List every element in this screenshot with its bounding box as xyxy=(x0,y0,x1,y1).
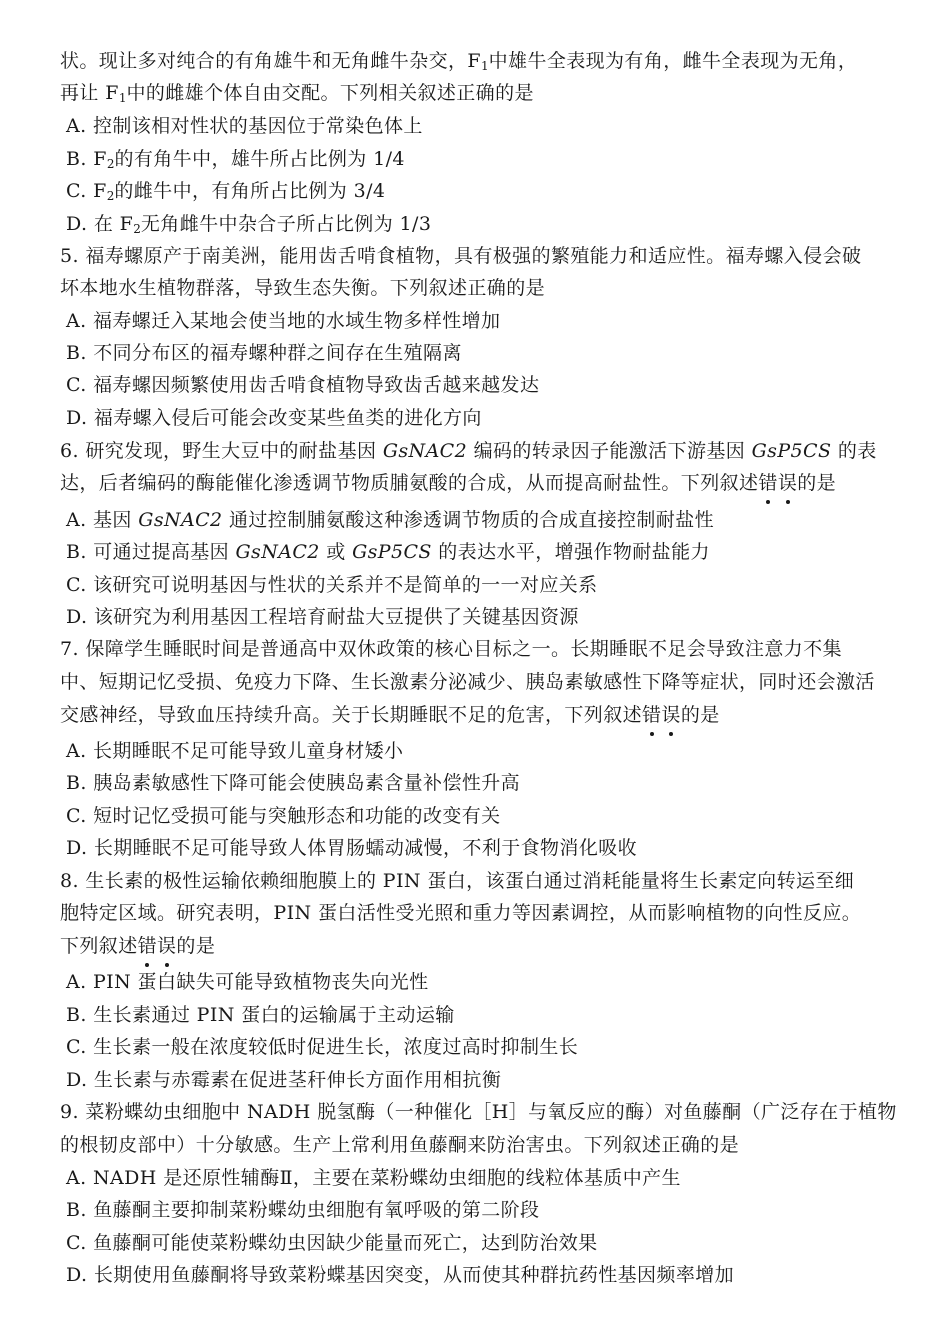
q7-stem-line3: 交感神经，导致血压持续升高。关于长期睡眠不足的危害，下列叙述错误的是 xyxy=(60,700,720,730)
q4-stem-line2: 再让 $F_1$中的雌雄个体自由交配。下列相关叙述正确的是 xyxy=(60,82,534,105)
q7-stem-line2: 中、短期记忆受损、免疫力下降、生长激素分泌减少、胰岛素敏感性下降等症状，同时还会激活 xyxy=(60,671,875,693)
q6-option-c: C. 该研究可说明基因与性状的关系并不是简单的一一对应关系 xyxy=(66,574,598,596)
q9-option-c: C. 鱼藤酮可能使菜粉蝶幼虫因缺少能量而死亡，达到防治效果 xyxy=(66,1232,598,1254)
q8-stem-line3: 下列叙述错误的是 xyxy=(60,931,215,961)
q6-stem-line1: 6. 研究发现，野生大豆中的耐盐基因 GsNAC2 编码的转录因子能激活下游基因 GsP5CS 的表 xyxy=(60,440,877,462)
q8-option-c: C. 生长素一般在浓度较低时促进生长，浓度过高时抑制生长 xyxy=(66,1036,579,1058)
q4-stem-line1: 状。现让多对纯合的有角雄牛和无角雌牛杂交，$F_1$中雄牛全表现为有角，雌牛全表现为无角， xyxy=(60,50,858,73)
q6-option-a: A. 基因 GsNAC2 通过控制脯氨酸这种渗透调节物质的合成直接控制耐盐性 xyxy=(66,509,715,531)
q7-option-a: A. 长期睡眠不足可能导致儿童身材矮小 xyxy=(66,740,404,762)
q8-option-a: A. PIN 蛋白缺失可能导致植物丧失向光性 xyxy=(66,971,429,993)
q8-stem-line1: 8. 生长素的极性运输依赖细胞膜上的 PIN 蛋白，该蛋白通过消耗能量将生长素定向转运至细 xyxy=(60,870,855,892)
q6-option-d: D. 该研究为利用基因工程培育耐盐大豆提供了关键基因资源 xyxy=(66,606,579,628)
q9-stem-line2: 的根韧皮部中）十分敏感。生产上常利用鱼藤酮来防治害虫。下列叙述正确的是 xyxy=(60,1134,740,1156)
q4-option-c: C. $F_2$的雌牛中，有角所占比例为 3/4 xyxy=(66,180,386,203)
q4-option-b: B. $F_2$的有角牛中，雄牛所占比例为 1/4 xyxy=(66,148,405,171)
q8-stem-line2: 胞特定区域。研究表明，PIN 蛋白活性受光照和重力等因素调控，从而影响植物的向性反应。 xyxy=(60,902,862,924)
q9-option-b: B. 鱼藤酮主要抑制菜粉蝶幼虫细胞有氧呼吸的第二阶段 xyxy=(66,1199,540,1221)
q6-option-b: B. 可通过提高基因 GsNAC2 或 GsP5CS 的表达水平，增强作物耐盐能力 xyxy=(66,541,710,563)
q7-option-b: B. 胰岛素敏感性下降可能会使胰岛素含量补偿性升高 xyxy=(66,772,521,794)
q7-option-d: D. 长期睡眠不足可能导致人体胃肠蠕动减慢，不利于食物消化吸收 xyxy=(66,837,638,859)
q6-stem-line2: 达，后者编码的酶能催化渗透调节物质脯氨酸的合成，从而提高耐盐性。下列叙述错误的是 xyxy=(60,468,836,498)
q8-option-d: D. 生长素与赤霉素在促进茎秆伸长方面作用相抗衡 xyxy=(66,1069,502,1091)
q8-option-b: B. 生长素通过 PIN 蛋白的运输属于主动运输 xyxy=(66,1004,455,1026)
q5-stem-line2: 坏本地水生植物群落，导致生态失衡。下列叙述正确的是 xyxy=(60,277,546,299)
q4-option-a: A. 控制该相对性状的基因位于常染色体上 xyxy=(66,115,423,137)
q7-stem-line1: 7. 保障学生睡眠时间是普通高中双休政策的核心目标之一。长期睡眠不足会导致注意力不集 xyxy=(60,638,842,660)
q4-option-d: D. 在 $F_2$无角雌牛中杂合子所占比例为 1/3 xyxy=(66,213,432,236)
q5-option-c: C. 福寿螺因频繁使用齿舌啃食植物导致齿舌越来越发达 xyxy=(66,374,540,396)
q9-option-a: A. NADH 是还原性辅酶Ⅱ，主要在菜粉蝶幼虫细胞的线粒体基质中产生 xyxy=(66,1167,681,1189)
q9-option-d: D. 长期使用鱼藤酮将导致菜粉蝶基因突变，从而使其种群抗药性基因频率增加 xyxy=(66,1264,735,1286)
q5-option-b: B. 不同分布区的福寿螺种群之间存在生殖隔离 xyxy=(66,342,462,364)
q9-stem-line1: 9. 菜粉蝶幼虫细胞中 NADH 脱氢酶（一种催化［H］与氧反应的酶）对鱼藤酮（广泛存在于植物 xyxy=(60,1101,897,1123)
q5-option-a: A. 福寿螺迁入某地会使当地的水域生物多样性增加 xyxy=(66,310,501,332)
q7-option-c: C. 短时记忆受损可能与突触形态和功能的改变有关 xyxy=(66,805,501,827)
q5-option-d: D. 福寿螺入侵后可能会改变某些鱼类的进化方向 xyxy=(66,407,482,429)
q5-stem-line1: 5. 福寿螺原产于南美洲，能用齿舌啃食植物，具有极强的繁殖能力和适应性。福寿螺入侵会破 xyxy=(60,245,862,267)
